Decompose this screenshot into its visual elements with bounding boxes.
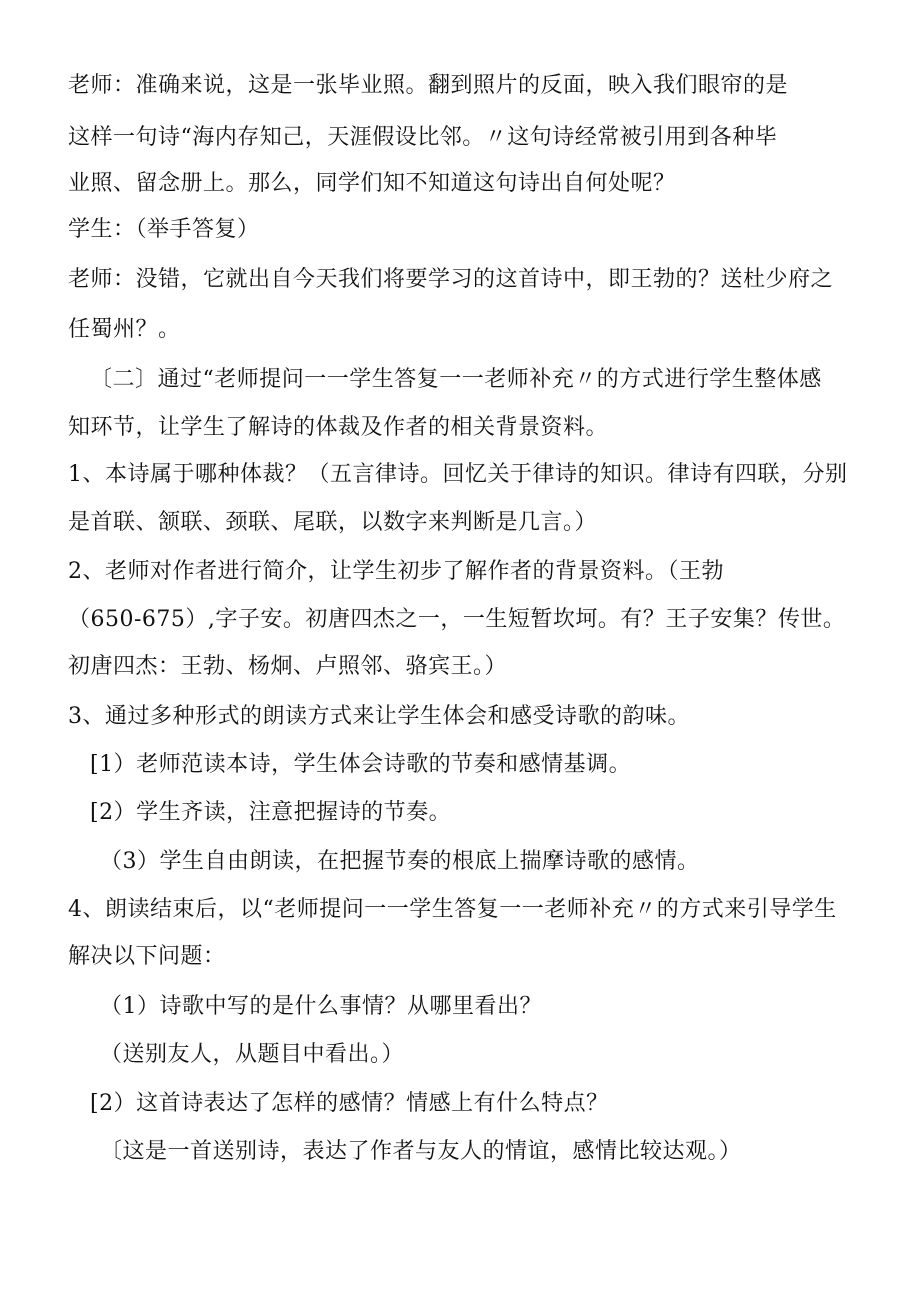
- paragraph-line: 1、本诗属于哪种体裁？（五言律诗。回忆关于律诗的知识。律诗有四联，分别: [68, 462, 848, 487]
- paragraph-line: 业照、留念册上。那么，同学们知不知道这句诗出自何处呢？: [68, 171, 676, 196]
- paragraph-line: （1）诗歌中写的是什么事情？从哪里看出？: [100, 994, 542, 1019]
- paragraph-line: （650-675）,字子安。初唐四杰之一，一生短暂坎坷。有？王子安集？传世。: [68, 607, 846, 632]
- paragraph-line: 〔二〕通过“老师提问一一学生答复一一老师补充〃的方式进行学生整体感: [90, 367, 822, 392]
- paragraph-line: [1）老师范读本诗，学生体会诗歌的节奏和感情基调。: [90, 752, 632, 777]
- paragraph-line: 任蜀州？。: [68, 317, 181, 342]
- paragraph-line: 这样一句诗“海内存知己，天涯假设比邻。〃这句诗经常被引用到各种毕: [68, 125, 778, 150]
- paragraph-line: 初唐四杰：王勃、杨炯、卢照邻、骆宾王。）: [68, 654, 508, 679]
- paragraph-line: （3）学生自由朗读，在把握节奏的根底上揣摩诗歌的感情。: [100, 849, 700, 874]
- paragraph-line: 解决以下问题：: [68, 944, 226, 969]
- paragraph-line: 2、老师对作者进行简介，让学生初步了解作者的背景资料。（王勃: [68, 559, 724, 584]
- paragraph-line: 是首联、颔联、颈联、尾联，以数字来判断是几言。）: [68, 510, 598, 535]
- paragraph-line: （送别友人，从题目中看出。）: [100, 1042, 405, 1067]
- paragraph-line: 老师：没错，它就出自今天我们将要学习的这首诗中，即王勃的？送杜少府之: [68, 267, 834, 292]
- paragraph-line: 知环节，让学生了解诗的体裁及作者的相关背景资料。: [68, 415, 609, 440]
- paragraph-line: [2）这首诗表达了怎样的感情？情感上有什么特点？: [90, 1091, 609, 1116]
- paragraph-line: 老师：准确来说，这是一张毕业照。翻到照片的反面，映入我们眼帘的是: [68, 73, 789, 98]
- paragraph-line: [2）学生齐读，注意把握诗的节奏。: [90, 800, 452, 825]
- paragraph-line: 〔这是一首送别诗，表达了作者与友人的情谊，感情比较达观。）: [100, 1139, 742, 1164]
- paragraph-line: 3、通过多种形式的朗读方式来让学生体会和感受诗歌的韵味。: [68, 704, 690, 729]
- paragraph-line: 4、朗读结束后，以“老师提问一一学生答复一一老师补充〃的方式来引导学生: [68, 897, 837, 922]
- paragraph-line: 学生：（举手答复）: [68, 217, 260, 242]
